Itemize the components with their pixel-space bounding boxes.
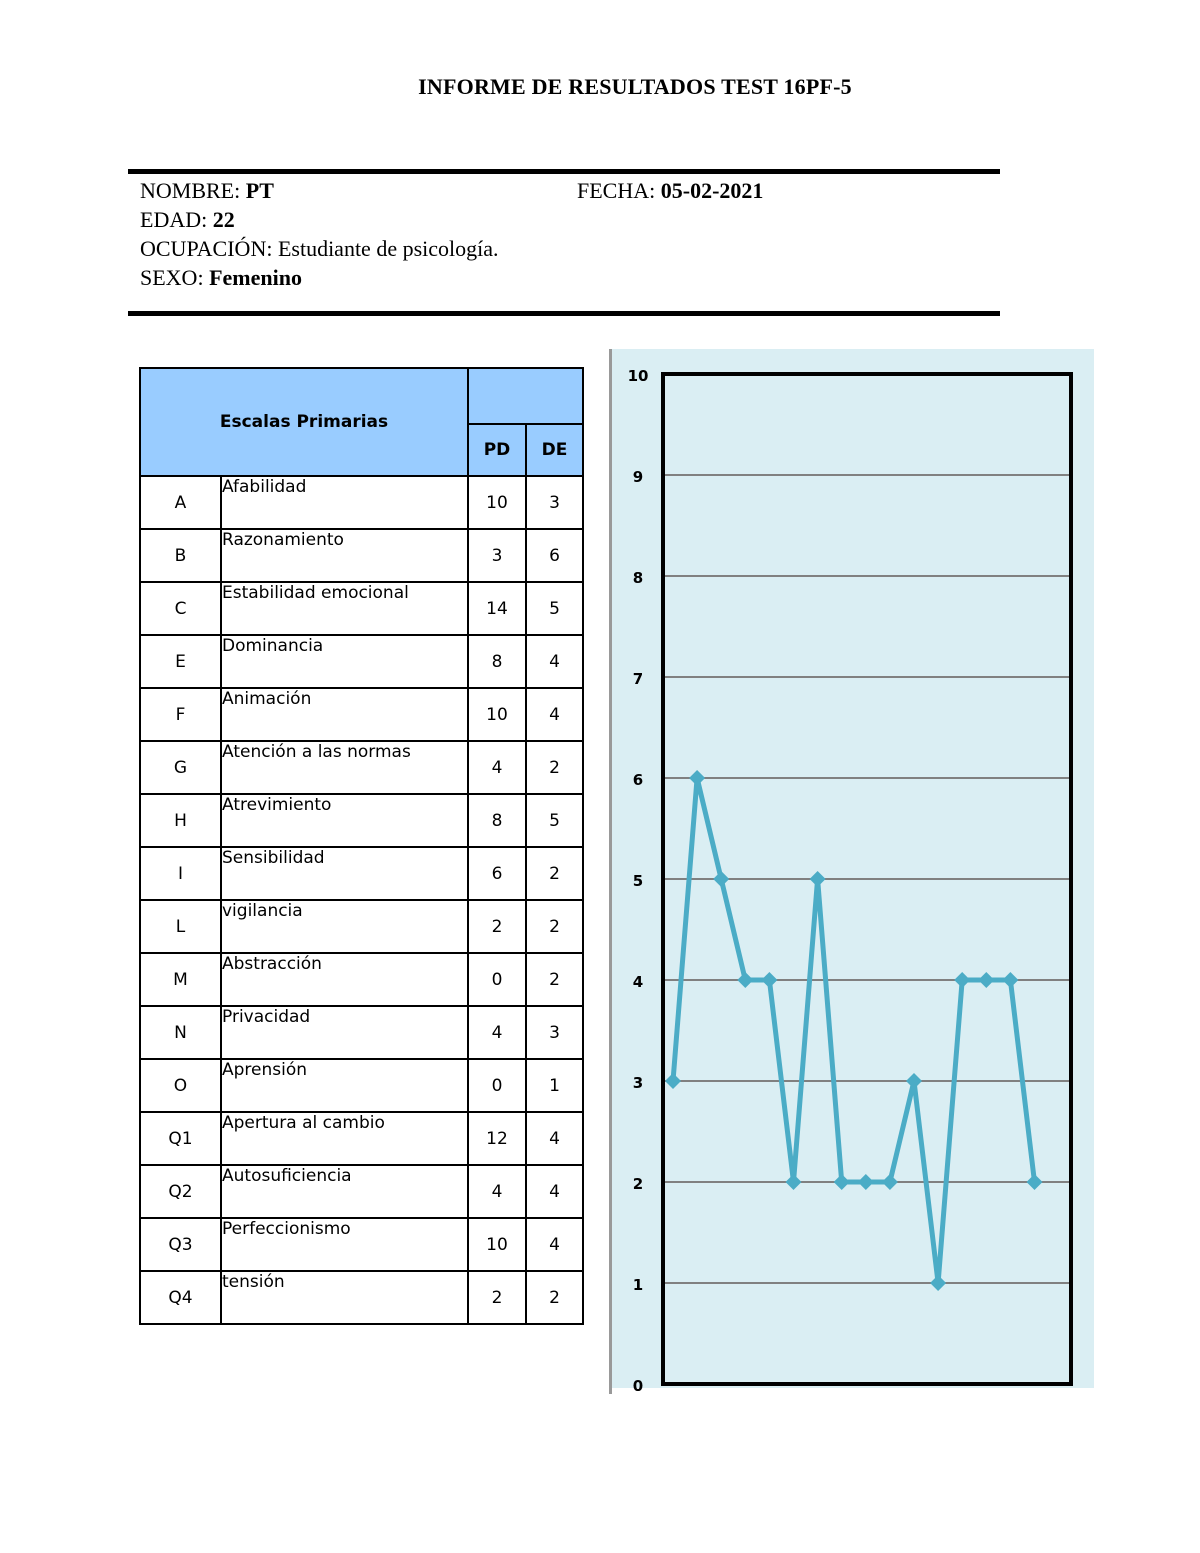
scale-pd: 3 [468,529,526,582]
scale-pd: 0 [468,1059,526,1112]
nombre-line [140,176,499,205]
scale-pd: 4 [468,741,526,794]
scales-table-body [140,368,583,1324]
scale-code: A [140,476,221,529]
scale-code: F [140,688,221,741]
scale-pd: 10 [468,1218,526,1271]
sexo-line [140,263,499,292]
date-info [577,176,763,205]
table-row [140,741,583,794]
patient-info [140,176,499,292]
nombre-value: PT [245,178,274,203]
y-tick-label: 1 [632,1276,644,1294]
scale-code: C [140,582,221,635]
table-row [140,1218,583,1271]
scale-pd: 10 [468,688,526,741]
scale-de: 2 [526,847,583,900]
scale-de: 2 [526,1271,583,1324]
y-tick-label: 9 [632,468,644,486]
scale-name: Animación [221,688,468,741]
scale-name: Afabilidad [221,476,468,529]
fecha-label: FECHA: [577,178,656,203]
scale-name: tensión [221,1271,468,1324]
edad-line [140,205,499,234]
table-row [140,953,583,1006]
primary-scales-table [139,367,584,1325]
scale-name: Sensibilidad [221,847,468,900]
scale-code: G [140,741,221,794]
table-row [140,900,583,953]
scale-de: 5 [526,582,583,635]
scale-pd: 8 [468,635,526,688]
scale-name: Privacidad [221,1006,468,1059]
scale-de: 4 [526,688,583,741]
fecha-value: 05-02-2021 [660,178,764,203]
scale-code: Q1 [140,1112,221,1165]
scale-pd: 14 [468,582,526,635]
scale-pd: 8 [468,794,526,847]
scale-code: Q4 [140,1271,221,1324]
table-row [140,847,583,900]
scale-name: Atención a las normas [221,741,468,794]
scale-code: B [140,529,221,582]
scale-de: 2 [526,741,583,794]
y-tick-label: 5 [632,872,644,890]
scale-code: M [140,953,221,1006]
table-row [140,635,583,688]
scale-code: I [140,847,221,900]
edad-label: EDAD: [140,207,208,232]
scale-de: 4 [526,1112,583,1165]
scale-de: 2 [526,953,583,1006]
table-row [140,1006,583,1059]
nombre-label: NOMBRE: [140,178,241,203]
y-tick-label: 3 [632,1074,644,1092]
chart-background [609,349,1094,1388]
y-tick-label: 7 [632,670,644,688]
scale-name: Abstracción [221,953,468,1006]
scale-pd: 4 [468,1165,526,1218]
scale-name: Perfeccionismo [221,1218,468,1271]
scale-name: Estabilidad emocional [221,582,468,635]
sexo-value: Femenino [209,265,302,290]
scale-de: 5 [526,794,583,847]
scale-name: Atrevimiento [221,794,468,847]
scale-de: 3 [526,476,583,529]
scale-pd: 6 [468,847,526,900]
y-tick-label: 0 [632,1377,644,1394]
ocupacion-line [140,234,499,263]
table-row [140,1271,583,1324]
header-escalas-primarias: Escalas Primarias [140,368,468,476]
scale-pd: 0 [468,953,526,1006]
scale-de: 4 [526,635,583,688]
ocupacion-value: Estudiante de psicología. [277,236,499,261]
scale-code: Q3 [140,1218,221,1271]
scale-name: Dominancia [221,635,468,688]
edad-value: 22 [212,207,235,232]
scale-code: L [140,900,221,953]
table-row [140,1112,583,1165]
y-tick-label: 4 [632,973,644,991]
table-row [140,688,583,741]
y-tick-label: 6 [632,771,644,789]
scale-name: Apertura al cambio [221,1112,468,1165]
y-tick-label: 8 [632,569,644,587]
scale-code: H [140,794,221,847]
table-row [140,1059,583,1112]
scale-name: Autosuficiencia [221,1165,468,1218]
table-row [140,1165,583,1218]
scale-name: Razonamiento [221,529,468,582]
table-header-row [140,368,583,424]
top-divider [128,169,1000,174]
scale-pd: 10 [468,476,526,529]
scale-code: N [140,1006,221,1059]
scale-de: 1 [526,1059,583,1112]
scale-pd: 2 [468,900,526,953]
scale-name: vigilancia [221,900,468,953]
scale-name: Aprensión [221,1059,468,1112]
scale-pd: 2 [468,1271,526,1324]
scale-de: 2 [526,900,583,953]
scores-line-chart [609,349,1094,1394]
table-row [140,476,583,529]
report-title: INFORME DE RESULTADOS TEST 16PF-5 [418,74,852,99]
header-pd: PD [468,424,526,476]
table-row [140,794,583,847]
y-tick-label: 10 [627,367,649,385]
table-row [140,529,583,582]
scale-pd: 12 [468,1112,526,1165]
ocupacion-label: OCUPACIÓN: [140,236,273,261]
scale-de: 4 [526,1218,583,1271]
bottom-divider [128,311,1000,316]
scale-code: O [140,1059,221,1112]
scale-pd: 4 [468,1006,526,1059]
scale-de: 4 [526,1165,583,1218]
scale-de: 6 [526,529,583,582]
scale-code: Q2 [140,1165,221,1218]
header-de: DE [526,424,583,476]
sexo-label: SEXO: [140,265,204,290]
scale-de: 3 [526,1006,583,1059]
y-tick-label: 2 [632,1175,644,1193]
header-blank-cell [468,368,583,424]
table-row [140,582,583,635]
scale-code: E [140,635,221,688]
